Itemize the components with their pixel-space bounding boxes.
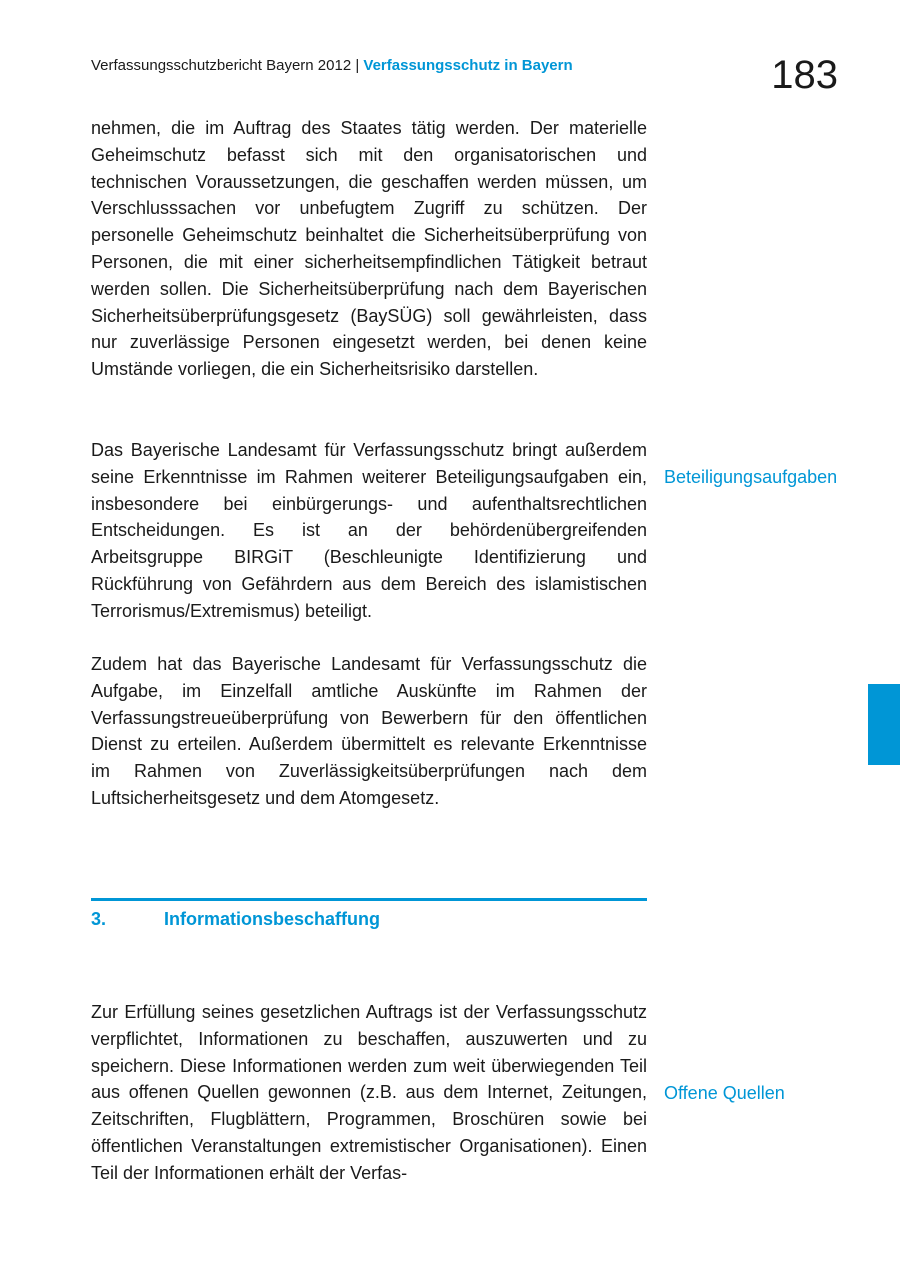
paragraph-informationsbeschaffung: Zur Erfüllung seines gesetzlichen Auftrags ist der Verfassungsschutz verpflichtet, Informationen zu beschaffen, auszuwerten und zu speichern. Diese Informationen werden zum weit überwiegenden Teil aus offenen Quellen gewonnen (z.B. aus dem Internet, Zeitungen, Zeitschriften, Flugblättern, Programmen, Broschüren sowie bei öffentlichen Veranstaltungen extremistischer Organisationen). Einen Teil der Informationen erhält der Verfas- <box>91 1002 647 1183</box>
section-divider <box>91 898 647 901</box>
margin-note-label: Beteiligungsaufgaben <box>664 467 838 487</box>
paragraph-geheimschutz: nehmen, die im Auftrag des Staates tätig werden. Der materielle Geheimschutz befasst sich mit den organisatorischen und technischen Voraussetzungen, die geschaffen werden müssen, um Verschlusssachen vor unbefugtem Zugriff zu schützen. Der personelle Geheimschutz beinhaltet die Sicherheitsüberprüfung von Personen, die mit einer sicherheitsempfindlichen Tätigkeit betraut werden sollen. Die Sicherheitsüberprüfung nach dem Bayerischen Sicherheitsüberprüfungsgesetz (BaySÜG) soll gewährleisten, dass nur zuverlässige Personen eingesetzt werden, bei denen keine Umstände vorliegen, die ein Sicherheitsrisiko darstellen. <box>91 118 647 380</box>
section-heading <box>91 906 380 932</box>
margin-note-offene-quellen: Offene Quellen <box>664 1083 785 1103</box>
section-title: Informationsbeschaffung <box>164 909 381 929</box>
page-number: 183 <box>771 53 838 97</box>
header-separator: | <box>355 57 360 74</box>
section-number: 3. <box>91 909 107 929</box>
running-header <box>91 56 573 76</box>
margin-note-beteiligungsaufgaben <box>664 464 864 491</box>
chapter-tab-marker <box>868 684 900 765</box>
paragraph-verfassungstreue: Zudem hat das Bayerische Landesamt für Verfassungsschutz die Aufgabe, im Einzelfall amtliche Auskünfte im Rahmen der Verfassungstreueüberprüfung von Bewerbern für den öffentlichen Dienst zu erteilen. Außerdem übermittelt es relevante Erkenntnisse im Rahmen von Zuverlässigkeitsüberprüfungen nach dem Luftsicherheitsgesetz und dem Atomgesetz. <box>91 654 647 808</box>
header-section-title: Verfassungsschutz in Bayern <box>363 57 573 74</box>
report-title: Verfassungsschutzbericht Bayern 2012 <box>91 57 352 74</box>
paragraph-beteiligungsaufgaben: Das Bayerische Landesamt für Verfassungsschutz bringt außerdem seine Erkenntnisse im Rahmen weiterer Beteiligungsaufgaben ein, insbesondere bei einbürgerungs- und aufenthaltsrechtlichen Entscheidungen. Es ist an der behördenübergreifenden Arbeitsgruppe BIRGiT (Beschleunigte Identifizierung und Rückführung von Gefährdern aus dem Bereich des islamistischen Terrorismus/Extremismus) beteiligt. <box>91 440 647 621</box>
